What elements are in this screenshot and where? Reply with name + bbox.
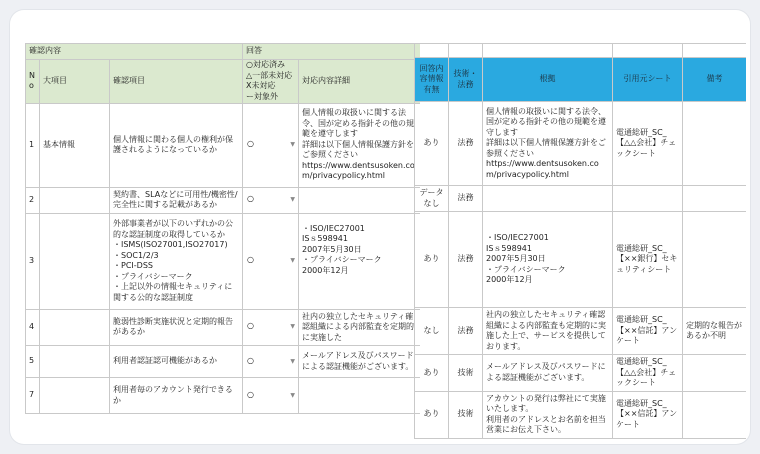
status-value: ○ xyxy=(247,389,254,399)
status-dropdown[interactable] xyxy=(243,103,299,187)
major-item-cell[interactable] xyxy=(40,213,110,309)
remarks-cell[interactable] xyxy=(683,102,747,186)
status-value: ○ xyxy=(247,139,254,148)
left-spreadsheet xyxy=(25,43,420,444)
chevron-down-icon: ▼ xyxy=(290,323,295,331)
status-value: ○ xyxy=(247,255,254,264)
major-item-cell[interactable] xyxy=(40,309,110,346)
detail-cell[interactable]: 個人情報の取扱いに関する法令、国が定める指針その他の規範を遵守します 詳細は以下個人情報保護方針をご参照ください https://www.dentsusoken.com/privacypolicy.html xyxy=(299,103,421,187)
basis-cell[interactable]: アカウントの発行は弊社にて実施いたします。 利用者のアドレスとお名前を担当営業にお伝え下さい。 xyxy=(483,391,613,438)
header-status-legend[interactable]: ○対応済み △一部未対応 X未対応 ー対象外 xyxy=(243,59,299,103)
table-row xyxy=(415,391,747,438)
header-row-2 xyxy=(26,59,421,103)
check-item-cell[interactable]: 個人情報に関わる個人の権利が保護されるようになっているか xyxy=(110,103,243,187)
source-sheet-cell[interactable]: 電通総研_SC_【△△会社】チェックシート xyxy=(613,102,683,186)
table-row xyxy=(26,309,421,346)
source-sheet-cell[interactable] xyxy=(613,186,683,212)
check-item-cell[interactable]: 利用者毎のアカウント発行できるか xyxy=(110,378,243,414)
header-kaito[interactable]: 回答 xyxy=(243,44,421,60)
header-no[interactable]: No xyxy=(26,59,40,103)
empty-cell xyxy=(613,44,683,58)
basis-cell[interactable]: 社内の独立したセキュリティ確認組織による内部監査も定期的に実施した上で、サービスを提供しております。 xyxy=(483,308,613,355)
header-remarks[interactable]: 備考 xyxy=(683,58,747,102)
empty-cell xyxy=(415,44,449,58)
result-table xyxy=(414,43,746,439)
header-kakunin[interactable]: 確認内容 xyxy=(26,44,243,60)
row-number[interactable]: 1 xyxy=(26,103,40,187)
empty-cell xyxy=(483,44,613,58)
remarks-cell[interactable]: 定期的な報告があるか不明 xyxy=(683,308,747,355)
remarks-cell[interactable] xyxy=(683,186,747,212)
empty-cell xyxy=(683,44,747,58)
table-row xyxy=(415,186,747,212)
detail-cell[interactable] xyxy=(299,378,421,414)
major-item-cell[interactable]: 基本情報 xyxy=(40,103,110,187)
remarks-cell[interactable] xyxy=(683,355,747,392)
tech-legal-cell[interactable]: 法務 xyxy=(449,212,483,308)
remarks-cell[interactable] xyxy=(683,391,747,438)
source-sheet-cell[interactable]: 電通総研_SC_【△△会社】チェックシート xyxy=(613,355,683,392)
source-sheet-cell[interactable]: 電通総研_SC_【××信託】アンケート xyxy=(613,308,683,355)
header-check-item[interactable]: 確認項目 xyxy=(110,59,243,103)
header-row-1 xyxy=(26,44,421,60)
table-row xyxy=(26,103,421,187)
status-value: ○ xyxy=(247,355,254,365)
header-source-sheet[interactable]: 引用元シート xyxy=(613,58,683,102)
detail-cell[interactable]: メールアドレス及びパスワードによる認証機能がございます。 xyxy=(299,346,421,378)
status-value: ○ xyxy=(247,321,254,331)
table-row xyxy=(26,213,421,309)
table-row xyxy=(26,378,421,414)
status-dropdown[interactable] xyxy=(243,187,299,213)
row-number[interactable]: 5 xyxy=(26,346,40,378)
row-number[interactable]: 3 xyxy=(26,213,40,309)
header-detail[interactable]: 対応内容詳細 xyxy=(299,59,421,103)
chevron-down-icon: ▼ xyxy=(290,357,295,365)
screenshot-frame xyxy=(10,10,750,444)
remarks-cell[interactable] xyxy=(683,212,747,308)
answer-exists-cell[interactable]: データなし xyxy=(415,186,449,212)
answer-exists-cell[interactable]: あり xyxy=(415,212,449,308)
spacer-row xyxy=(415,44,747,58)
answer-exists-cell[interactable]: なし xyxy=(415,308,449,355)
header-major-item[interactable]: 大項目 xyxy=(40,59,110,103)
tech-legal-cell[interactable]: 法務 xyxy=(449,102,483,186)
major-item-cell[interactable] xyxy=(40,378,110,414)
check-item-cell[interactable]: 契約書、SLAなどに可用性/機密性/完全性に関する記載があるか xyxy=(110,187,243,213)
status-dropdown[interactable] xyxy=(243,378,299,414)
tech-legal-cell[interactable]: 技術 xyxy=(449,391,483,438)
source-sheet-cell[interactable]: 電通総研_SC_【××信託】アンケート xyxy=(613,391,683,438)
row-number[interactable]: 7 xyxy=(26,378,40,414)
chevron-down-icon: ▼ xyxy=(290,141,295,148)
check-item-cell[interactable]: 脆弱性診断実施状況と定期的報告があるか xyxy=(110,309,243,346)
table-row xyxy=(415,308,747,355)
detail-cell[interactable]: 社内の独立したセキュリティ確認組織による内部監査を定期的に実施した xyxy=(299,309,421,346)
empty-cell xyxy=(449,44,483,58)
detail-cell[interactable]: ・ISO/IEC27001 ISｓ598941 2007年5月30日 ・プライバシーマーク 2000年12月 xyxy=(299,213,421,309)
basis-cell[interactable]: 個人情報の取扱いに関する法令、国が定める指針その他の規範を遵守します 詳細は以下個人情報保護方針をご参照ください https://www.dentsusoken.com/privacypolicy.html xyxy=(483,102,613,186)
status-dropdown[interactable] xyxy=(243,346,299,378)
check-item-cell[interactable]: 外部事業者が以下のいずれかの公的な認証制度の取得しているか ・ISMS(ISO27001,ISO27017) ・SOC1/2/3 ・PCI-DSS ・プライバシーマーク ・上記以外の情報セキュリティに関する公的な認証制度 xyxy=(110,213,243,309)
major-item-cell[interactable] xyxy=(40,187,110,213)
check-item-cell[interactable]: 利用者認証認可機能があるか xyxy=(110,346,243,378)
table-row xyxy=(415,212,747,308)
answer-exists-cell[interactable]: あり xyxy=(415,391,449,438)
header-basis[interactable]: 根拠 xyxy=(483,58,613,102)
tech-legal-cell[interactable]: 法務 xyxy=(449,308,483,355)
answer-exists-cell[interactable]: あり xyxy=(415,102,449,186)
header-tech-legal[interactable]: 技術・法務 xyxy=(449,58,483,102)
table-row xyxy=(415,102,747,186)
table-row xyxy=(26,346,421,378)
tech-legal-cell[interactable]: 技術 xyxy=(449,355,483,392)
checklist-table xyxy=(25,43,420,414)
tech-legal-cell[interactable]: 法務 xyxy=(449,186,483,212)
chevron-down-icon: ▼ xyxy=(290,196,295,203)
status-dropdown[interactable] xyxy=(243,213,299,309)
answer-exists-cell[interactable]: あり xyxy=(415,355,449,392)
table-row xyxy=(26,187,421,213)
major-item-cell[interactable] xyxy=(40,346,110,378)
basis-cell[interactable]: ・ISO/IEC27001 ISｓ598941 2007年5月30日 ・プライバシーマーク 2000年12月 xyxy=(483,212,613,308)
status-dropdown[interactable] xyxy=(243,309,299,346)
row-number[interactable]: 2 xyxy=(26,187,40,213)
basis-cell[interactable] xyxy=(483,186,613,212)
detail-cell[interactable] xyxy=(299,187,421,213)
header-answer-exists[interactable]: 回答内容情報有無 xyxy=(415,58,449,102)
basis-cell[interactable]: メールアドレス及びパスワードによる認証機能がございます。 xyxy=(483,355,613,392)
table-row xyxy=(415,355,747,392)
chevron-down-icon: ▼ xyxy=(290,391,295,399)
chevron-down-icon: ▼ xyxy=(290,257,295,264)
right-spreadsheet xyxy=(414,43,746,444)
row-number[interactable]: 4 xyxy=(26,309,40,346)
source-sheet-cell[interactable]: 電通総研_SC_【××銀行】セキュリティシート xyxy=(613,212,683,308)
header-row xyxy=(415,58,747,102)
status-value: ○ xyxy=(247,194,254,203)
